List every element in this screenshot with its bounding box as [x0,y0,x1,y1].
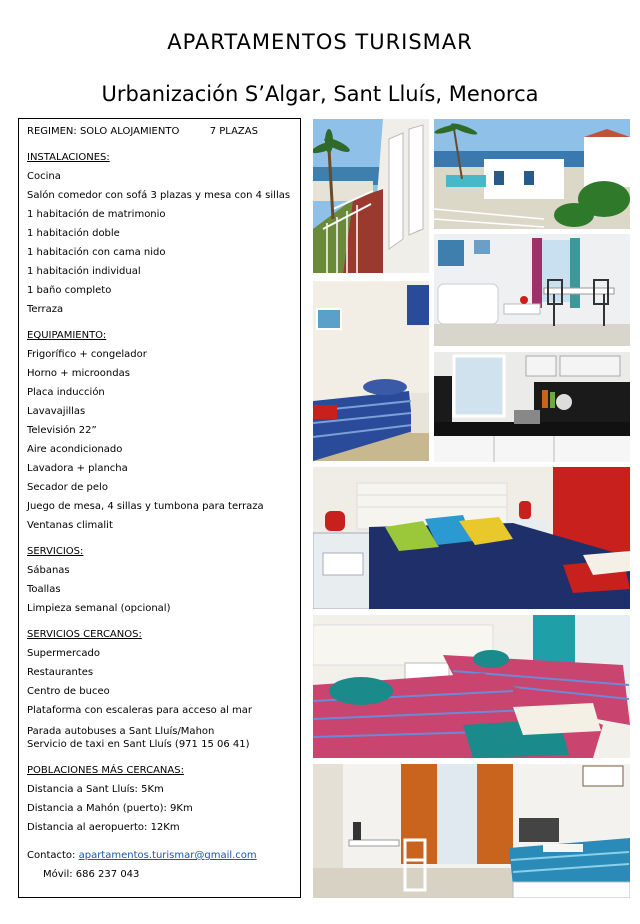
list-item: Restaurantes [27,667,94,678]
list-item: Salón comedor con sofá 3 plazas y mesa con 4 sillas [27,190,291,201]
list-item: Supermercado [27,648,100,659]
list-item: Ventanas climalit [27,520,113,531]
info-box [18,118,301,898]
plazas-label: 7 PLAZAS [209,126,258,137]
cercanos-heading: SERVICIOS CERCANOS: [27,629,142,640]
list-item: 1 habitación doble [27,228,120,239]
bus-stop-text: Parada autobuses a Sant Lluís/Mahon [27,726,215,737]
list-item: Terraza [27,304,64,315]
list-item: Televisión 22” [27,425,97,436]
list-item: Distancia a Sant Lluís: 5Km [27,784,164,795]
mobile-number: 686 237 043 [75,869,140,880]
instalaciones-heading: INSTALACIONES: [27,152,110,163]
list-item: Toallas [27,584,61,595]
photo-nido-bedroom [313,764,630,898]
list-item: Distancia a Mahón (puerto): 9Km [27,803,193,814]
list-item: Cocina [27,171,61,182]
contact-label: Contacto: [27,850,76,861]
list-item: 1 habitación con cama nido [27,247,166,258]
list-item: Frigorífico + congelador [27,349,147,360]
list-item: Centro de buceo [27,686,110,697]
list-item: Horno + microondas [27,368,130,379]
poblaciones-heading: POBLACIONES MÁS CERCANAS: [27,765,184,776]
page-title: APARTAMENTOS TURISMAR [167,30,473,54]
list-item: 1 habitación individual [27,266,141,277]
list-item: Aire acondicionado [27,444,123,455]
list-item: Secador de pelo [27,482,108,493]
contact-email-link[interactable]: apartamentos.turismar@gmail.com [78,850,257,861]
list-item: 1 baño completo [27,285,112,296]
photo-single-bedroom [313,281,429,461]
mobile-label: Móvil: [43,869,73,880]
list-item: Lavadora + plancha [27,463,128,474]
equipamiento-heading: EQUIPAMIENTO: [27,330,107,341]
list-item: 1 habitación de matrimonio [27,209,166,220]
photo-living-room [434,234,630,346]
list-item: Lavavajillas [27,406,86,417]
servicios-heading: SERVICIOS: [27,546,84,557]
mobile-row [27,865,300,884]
photo-exterior [434,119,630,229]
list-item: Sábanas [27,565,70,576]
list-item: Placa inducción [27,387,105,398]
list-item: Plataforma con escaleras para acceso al mar [27,705,253,716]
list-item: Juego de mesa, 4 sillas y tumbona para terraza [27,501,264,512]
list-item: Distancia al aeropuerto: 12Km [27,822,180,833]
regimen-row [27,122,300,141]
photo-double-bedroom [313,467,630,609]
contact-row [27,846,300,865]
page-subtitle: Urbanización S’Algar, Sant Lluís, Menorca [101,82,539,106]
taxi-text: Servicio de taxi en Sant Lluís (971 15 06 41) [27,739,250,750]
regimen-label: REGIMEN: SOLO ALOJAMIENTO [27,126,180,137]
list-item: Limpieza semanal (opcional) [27,603,171,614]
photo-twin-bedroom [313,615,630,758]
photo-kitchen [434,352,630,462]
photo-balcony [313,119,429,273]
